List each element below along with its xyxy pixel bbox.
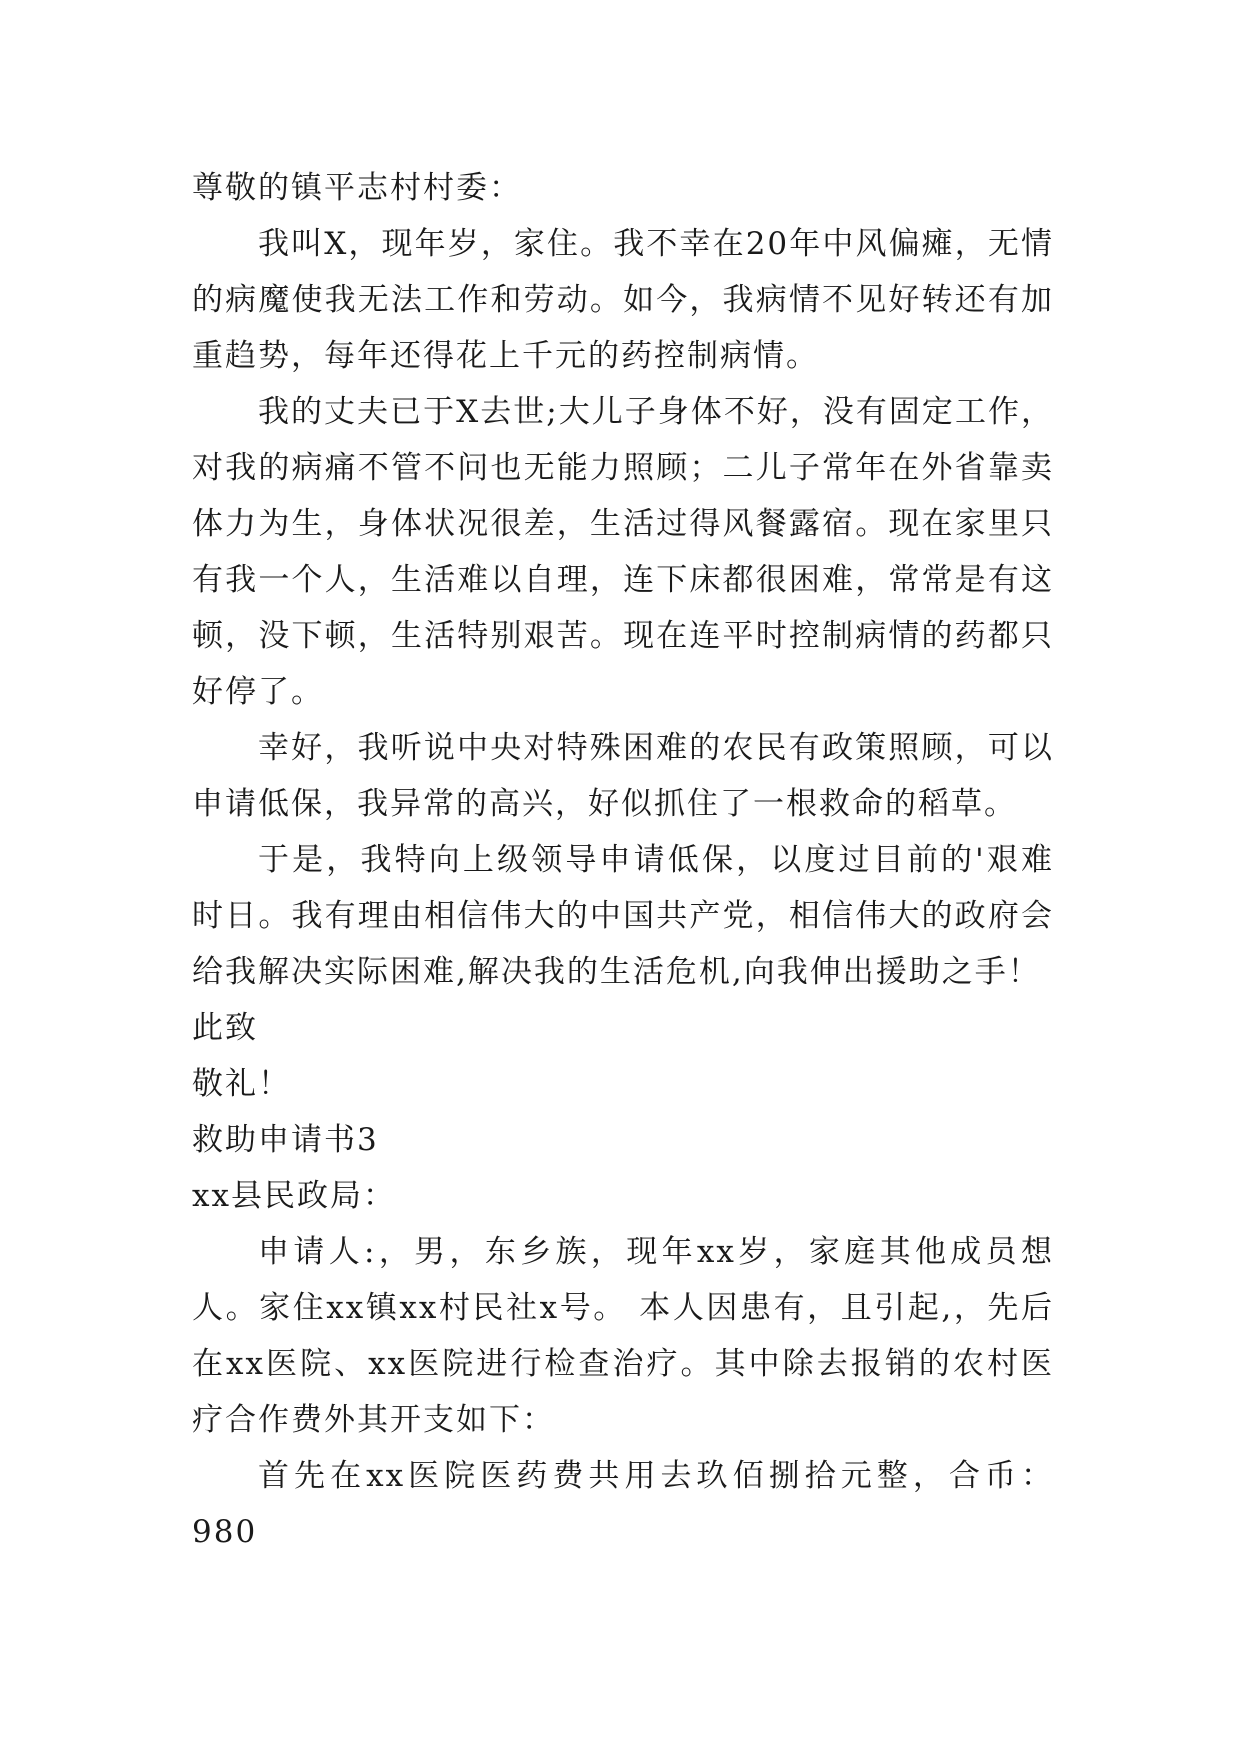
document-body: [192, 160, 1054, 1560]
paragraph-request: 于是，我特向上级领导申请低保，以度过目前的'艰难时日。我有理由相信伟大的中国共产党，相信伟大的政府会给我解决实际困难,解决我的生活危机,向我伸出援助之手！: [192, 842, 1054, 990]
section-title: 救助申请书3: [192, 1122, 379, 1158]
paragraph-applicant: 申请人:，男，东乡族，现年xx岁，家庭其他成员想人。家住xx镇xx村民社x号。 本人因患有，且引起,，先后在xx医院、xx医院进行检查治疗。其中除去报销的农村医疗合作费外其开支如下：: [192, 1234, 1054, 1438]
paragraph-expenses: 首先在xx医院医药费共用去玖佰捌拾元整，合币：980: [192, 1458, 1054, 1550]
closing-jingli: 敬礼！: [192, 1066, 291, 1102]
salutation-civil-affairs: xx县民政局：: [192, 1178, 396, 1214]
paragraph-family-situation: 我的丈夫已于X去世;大儿子身体不好，没有固定工作，对我的病痛不管不问也无能力照顾；二儿子常年在外省靠卖体力为生，身体状况很差，生活过得风餐露宿。现在家里只有我一个人，生活难以自理，连下床都很困难，常常是有这顿，没下顿，生活特别艰苦。现在连平时控制病情的药都只好停了。: [192, 394, 1054, 710]
paragraph-policy: 幸好，我听说中央对特殊困难的农民有政策照顾，可以申请低保，我异常的高兴，好似抓住了一根救命的稻草。: [192, 730, 1054, 822]
salutation-village-committee: 尊敬的镇平志村村委：: [192, 170, 522, 206]
closing-cizhi: 此致: [192, 1010, 258, 1046]
paragraph-illness: 我叫X，现年岁，家住。我不幸在20年中风偏瘫，无情的病魔使我无法工作和劳动。如今，我病情不见好转还有加重趋势，每年还得花上千元的药控制病情。: [192, 226, 1054, 374]
